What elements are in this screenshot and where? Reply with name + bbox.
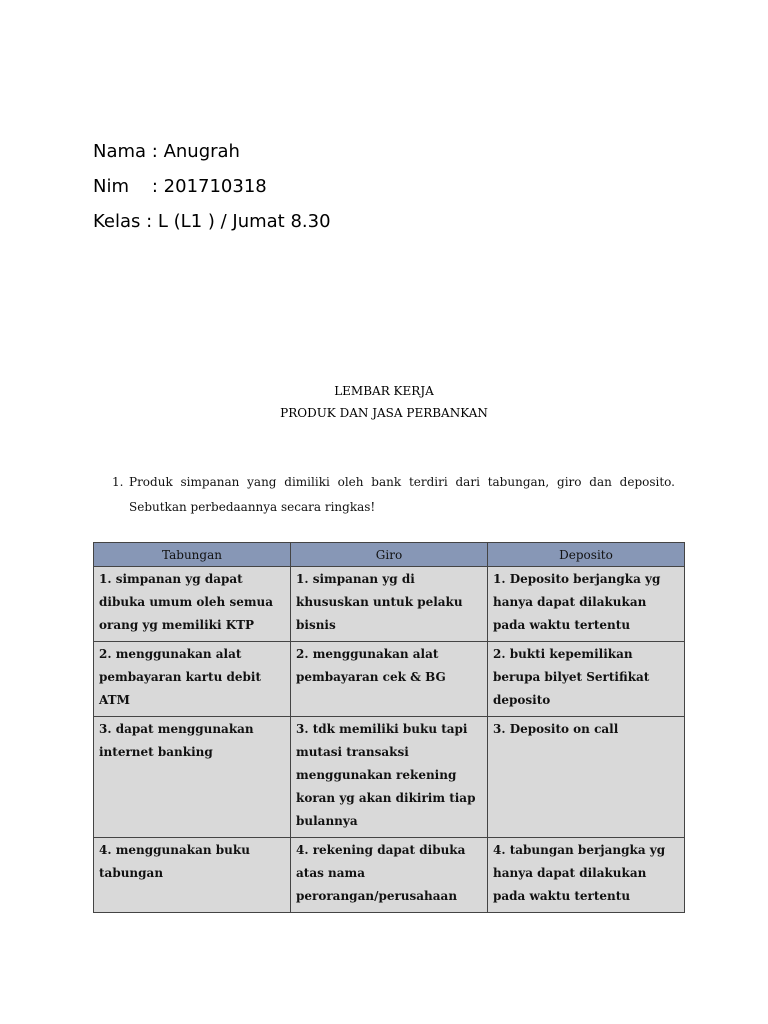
table-row <box>94 567 685 642</box>
table-row <box>94 642 685 717</box>
table-cell: 2. menggunakan alat pembayaran cek & BG <box>291 642 488 717</box>
table-cell: 2. bukti kepemilikan berupa bilyet Sertifikat deposito <box>488 642 685 717</box>
header-tabungan: Tabungan <box>94 543 291 567</box>
student-name: Nama : Anugrah <box>93 141 240 162</box>
table-cell: 3. tdk memiliki buku tapi mutasi transaksi menggunakan rekening koran yg akan dikirim tiap bulannya <box>291 717 488 838</box>
question-number: 1. <box>112 475 124 489</box>
student-class: Kelas : L (L1 ) / Jumat 8.30 <box>93 211 331 232</box>
table-cell: 3. dapat menggunakan internet banking <box>94 717 291 838</box>
table-cell: 1. simpanan yg dapat dibuka umum oleh semua orang yg memiliki KTP <box>94 567 291 642</box>
student-nim: Nim : 201710318 <box>93 176 267 197</box>
worksheet-title: LEMBAR KERJA <box>334 384 434 398</box>
table-cell: 4. menggunakan buku tabungan <box>94 838 291 913</box>
table-cell: 4. tabungan berjangka yg hanya dapat dilakukan pada waktu tertentu <box>488 838 685 913</box>
worksheet-subtitle: PRODUK DAN JASA PERBANKAN <box>280 406 488 420</box>
question-text: Produk simpanan yang dimiliki oleh bank terdiri dari tabungan, giro dan deposito. Sebutkan perbedaannya secara ringkas! <box>129 475 675 514</box>
table-row <box>94 717 685 838</box>
table-header-row <box>94 543 685 567</box>
table-cell: 2. menggunakan alat pembayaran kartu debit ATM <box>94 642 291 717</box>
table-cell: 3. Deposito on call <box>488 717 685 838</box>
table-cell: 4. rekening dapat dibuka atas nama perorangan/perusahaan <box>291 838 488 913</box>
table-row <box>94 838 685 913</box>
comparison-table <box>93 542 685 913</box>
worksheet-heading <box>0 380 768 424</box>
table-cell: 1. simpanan yg di khususkan untuk pelaku bisnis <box>291 567 488 642</box>
table-cell: 1. Deposito berjangka yg hanya dapat dilakukan pada waktu tertentu <box>488 567 685 642</box>
header-giro: Giro <box>291 543 488 567</box>
header-deposito: Deposito <box>488 543 685 567</box>
question-1 <box>112 470 675 520</box>
student-identity <box>93 134 331 239</box>
